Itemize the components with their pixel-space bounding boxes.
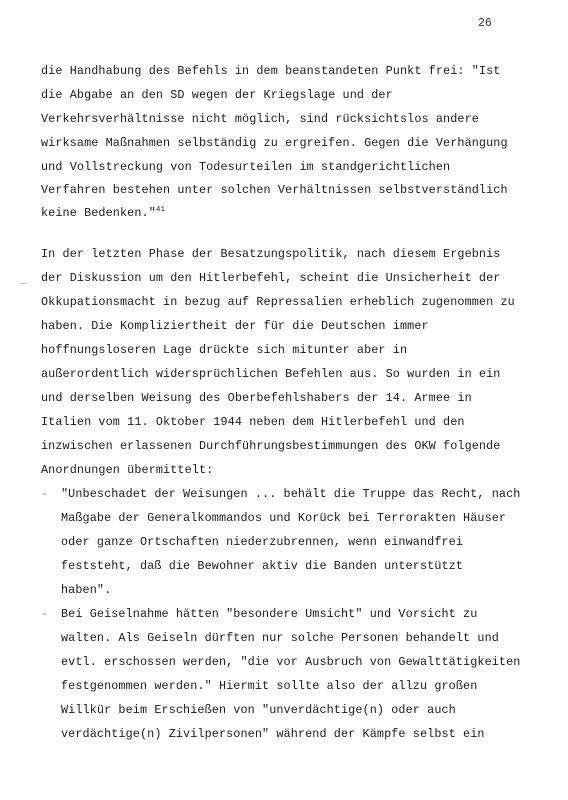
text-line: die Abgabe an den SD wegen der Kriegslage und der [41,88,393,102]
text-line: haben. Die Kompliziertheit der für die Deutschen immer [41,319,429,333]
list-item-line: walten. Als Geiseln dürften nur solche Personen behandelt und [61,631,499,645]
footnote-marker: 41 [155,206,166,214]
text-line: außerordentlich widersprüchlichen Befehlen aus. So wurden in ein [41,367,501,381]
text-line: und Vollstreckung von Todesurteilen im standgerichtlichen [41,160,451,174]
list-item-line: festgenommen werden." Hiermit sollte also der allzu großen [61,679,478,693]
text-line: Verkehrsverhältnisse nicht möglich, sind rücksichtslos andere [41,112,479,126]
text-line: Okkupationsmacht in bezug auf Repressalien erheblich zugenommen zu [41,295,515,309]
margin-mark [20,283,26,284]
text-line-with-footnote [41,206,165,220]
list-item-line: verdächtige(n) Zivilpersonen" während der Kämpfe selbst ein [61,727,485,741]
text-line: und derselben Weisung des Oberbefehlshabers der 14. Armee in [41,391,472,405]
text-line: wirksame Maßnahmen selbständig zu ergreifen. Gegen die Verhängung [41,136,508,150]
list-item-line: oder ganze Ortschaften niederzubrennen, wenn einwandfrei [61,535,464,549]
text-line: Italien vom 11. Oktober 1944 neben dem Hitlerbefehl und den [41,415,465,429]
list-item-line: haben". [61,583,112,597]
text-line: hoffnungsloseren Lage drückte sich mitunter aber in [41,343,408,357]
list-item-line: Willkür beim Erschießen von "unverdächtige(n) oder auch [61,703,456,717]
text-line-content: keine Bedenken." [41,206,156,220]
text-line: die Handhabung des Befehls in dem beanstandeten Punkt frei: "Ist [41,64,501,78]
text-line: Anordnungen übermittelt: [41,463,214,477]
list-item-line: Maßgabe der Generalkommandos und Korück bei Terrorakten Häuser [61,511,507,525]
list-dash: - [41,487,49,501]
page-number: 26 [478,17,492,30]
text-line: Verfahren bestehen unter solchen Verhältnissen selbstverständlich [41,183,508,197]
text-line: In der letzten Phase der Besatzungspolitik, nach diesem Ergebnis [41,247,501,261]
list-item-line: evtl. erschossen werden, "die vor Ausbruch von Gewalttätigkeiten [61,655,521,669]
list-item-line: "Unbeschadet der Weisungen ... behält die Truppe das Recht, nach [61,487,521,501]
list-item-line: feststeht, daß die Bewohner aktiv die Banden unterstützt [61,559,464,573]
list-item-line: Bei Geiselnahme hätten "besondere Umsicht" und Vorsicht zu [61,607,478,621]
list-dash: - [41,607,49,621]
text-line: inzwischen erlassenen Durchführungsbestimmungen des OKW folgende [41,439,501,453]
text-line: der Diskussion um den Hitlerbefehl, scheint die Unsicherheit der [41,271,501,285]
